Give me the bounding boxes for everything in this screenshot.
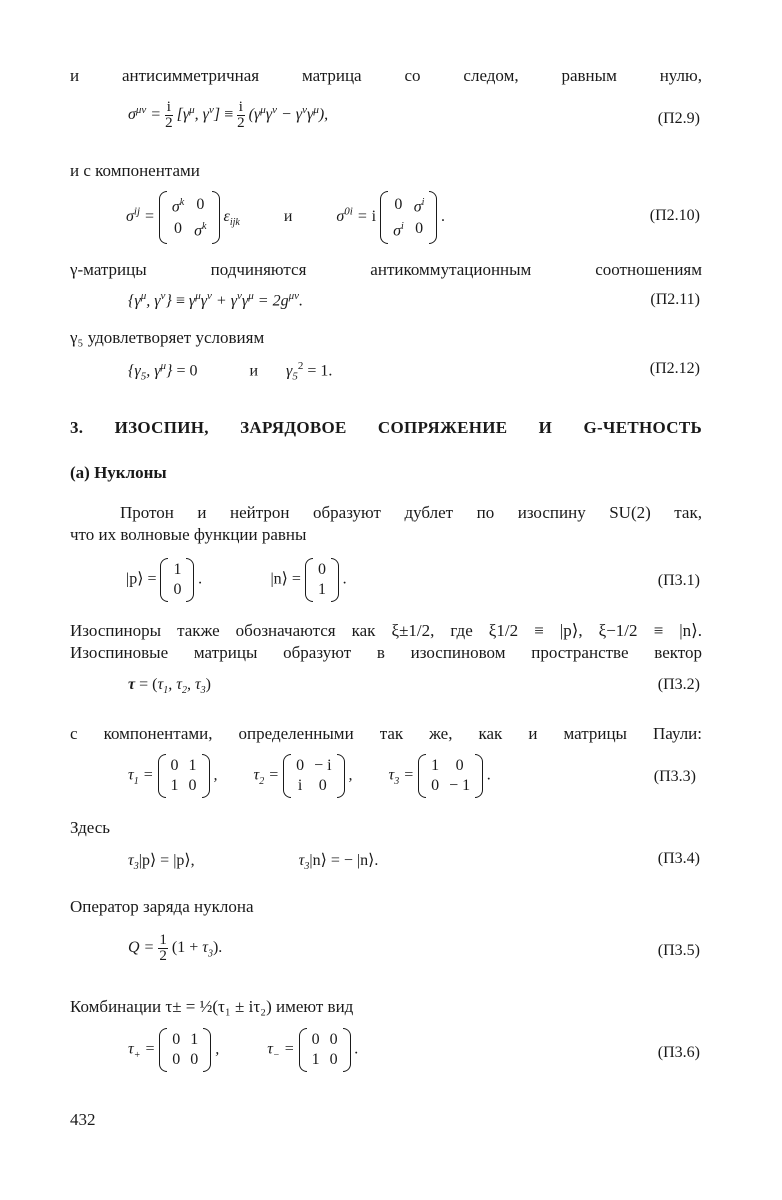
paragraph-line: Протон и нейтрон образуют дублет по изоспину SU(2) так, [120, 503, 702, 522]
paragraph-line: Изоспиноры также обозначаются как ξ±1/2, где ξ1/2 ≡ |p⟩, ξ−1/2 ≡ |n⟩. [70, 621, 702, 640]
equation-number: (П3.6) [657, 1044, 700, 1061]
matrix-tau1: 0 1 1 0 [158, 756, 210, 796]
matrix-proton: 1 0 [160, 560, 194, 600]
equation-number: (П3.1) [657, 572, 700, 589]
equation-number: (П3.3) [653, 768, 696, 785]
equation-pauli-matrices: $\tau_1$ = 0 1 1 0 , $\tau_2$ = 0 − i i 0 , $\tau_3$ = 1 0 0 − 1 . [128, 757, 492, 794]
matrix-sigma-0i: 0 $\sigma^i$ $\sigma^i$ 0 [380, 193, 437, 242]
section-heading: 3. ИЗОСПИН, ЗАРЯДОВОЕ СОПРЯЖЕНИЕ И G-ЧЕТНОСТЬ [70, 418, 702, 437]
conjunction-and: и [283, 208, 293, 225]
matrix-tau-minus: 0 0 1 0 [299, 1030, 351, 1070]
equation-number: (П2.11) [650, 291, 700, 308]
equation-sigma-munu: $\sigma^{\mu\nu}$ = $\frac{i}{2}$ [$\gamma^\mu$, $\gamma^\nu$] ≡ $\frac{i}{2}$ $(\gamma^\mu\gamma^\nu - \gamma^\nu\gamma^\mu)$, [128, 99, 329, 131]
equation-number: (П2.12) [649, 360, 700, 377]
equation-number: (П3.2) [657, 676, 700, 693]
paragraph-line: что их волновые функции равны [70, 525, 307, 544]
page-number: 432 [70, 1110, 96, 1129]
equation-tau3-action: $\tau_3|p⟩$ = |p⟩, $\tau_3|n⟩$ = − |n⟩. [128, 852, 379, 873]
paragraph-line: с компонентами, определенными так же, как и матрицы Паули: [70, 724, 702, 743]
equation-charge: Q = $\frac{1}{2}$ $(1 + \tau_3)$. [128, 932, 223, 964]
text-line-charge-operator: Оператор заряда нуклона [70, 897, 254, 916]
matrix-neutron: 0 1 [305, 560, 339, 600]
text-line-here: Здесь [70, 818, 111, 837]
matrix-sigma-ij: $\sigma^k$ 0 0 $\sigma^k$ [159, 193, 220, 242]
equation-number: (П3.4) [657, 850, 700, 867]
matrix-tau3: 1 0 0 − 1 [418, 756, 483, 796]
text-line-gamma-matrices: γ-матрицы подчиняются антикоммутационным соотношениям [70, 260, 702, 279]
equation-number: (П2.9) [657, 110, 700, 127]
equation-gamma5: {$\gamma_5$, $\gamma^\mu\} = 0$ и $\gamma_5^2 = 1$. [128, 360, 333, 383]
subsection-heading: (а) Нуклоны [70, 463, 167, 482]
text-line-combinations: Комбинации τ± = ½(τ₁ ± iτ₂) имеют вид [70, 997, 354, 1016]
equation-number: (П3.5) [657, 942, 700, 959]
matrix-tau-plus: 0 1 0 0 [159, 1030, 211, 1070]
equation-tau-vector: $\tau = (\tau_1$, $\tau_2$, $\tau_3$) [128, 676, 211, 697]
text-line-antisymmetric: и антисимметричная матрица со следом, равным нулю, [70, 66, 702, 85]
equation-tau-plus-minus: $\tau_+$ = 0 1 0 0 , $\tau_-$ = 0 0 1 0 . [128, 1031, 359, 1068]
equation-proton-neutron: |p⟩ = 1 0 . |n⟩ = 0 1 . [126, 561, 347, 598]
text-line-gamma5: γ₅ удовлетворяет условиям [70, 328, 265, 347]
equation-anticommutator: {$\gamma^\mu$, $\gamma^\nu\} \equiv \gamma^\mu\gamma^\nu + \gamma^\nu\gamma^\mu = 2g^{\mu\nu}$. [128, 290, 303, 310]
equation-number: (П2.10) [649, 207, 700, 224]
paragraph-line: Изоспиновые матрицы образуют в изоспиновом пространстве вектор [70, 643, 702, 662]
text-line-components: и с компонентами [70, 161, 200, 180]
matrix-tau2: 0 − i i 0 [283, 756, 344, 796]
equation-sigma-ij: $\sigma^{ij}$ = $\sigma^k$ 0 0 $\sigma^k$ $\varepsilon_{ijk}$ и $\sigma^{0i} = i$ 0 $\sigma^i$ $\sigma^i$ 0 . [126, 193, 445, 242]
